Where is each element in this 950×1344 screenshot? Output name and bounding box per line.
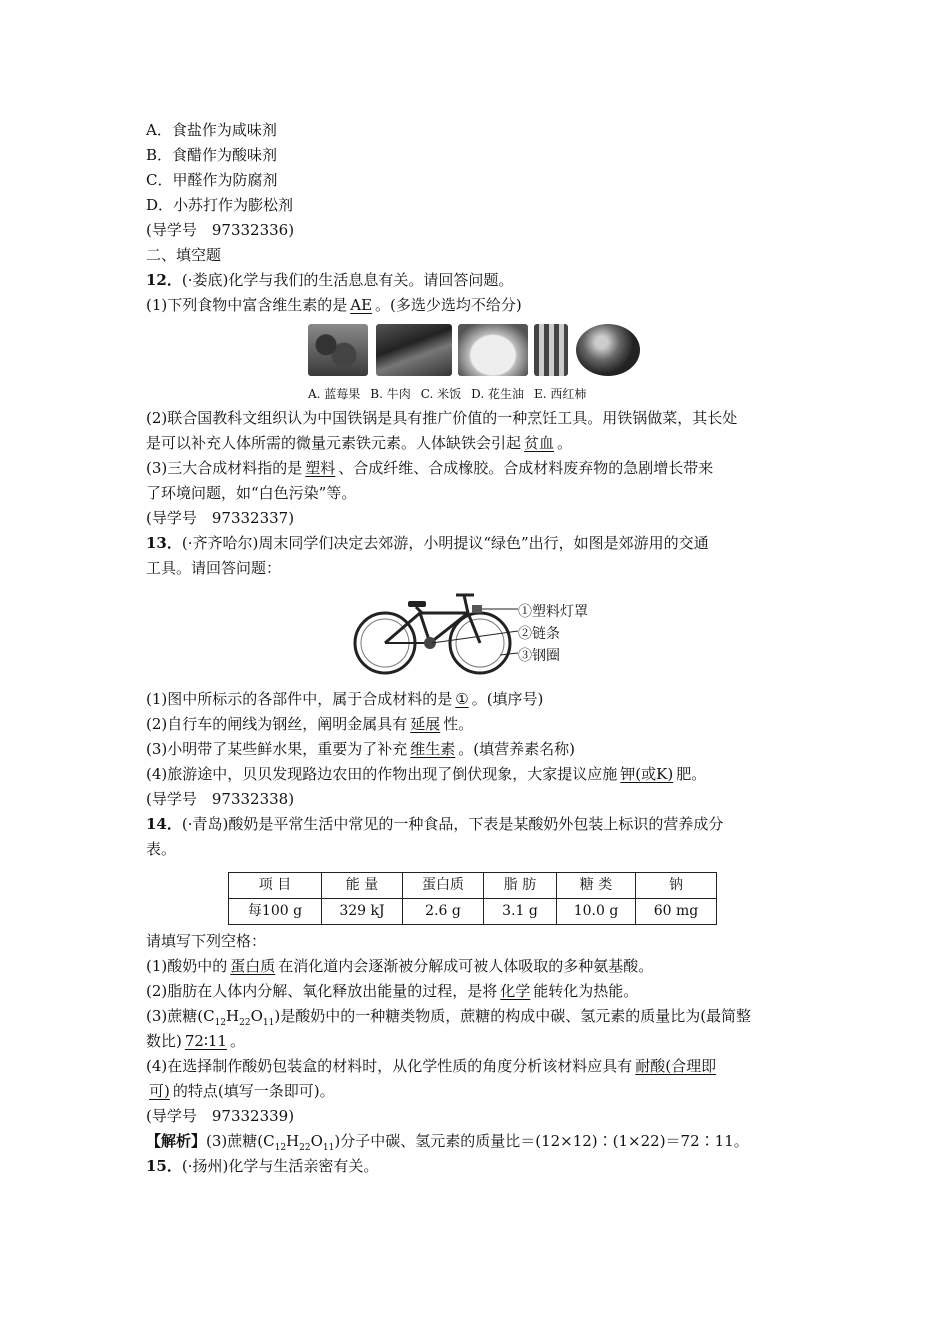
option-b: B．食醋作为酸味剂 <box>146 146 278 164</box>
question-12-part-3: (3)三大合成材料指的是 塑料 、合成纤维、合成橡胶。合成材料废弃物的急剧增长带来 <box>146 459 714 477</box>
answer-blank: 耐酸(合理即 <box>635 1057 717 1075</box>
rice-image <box>458 324 528 376</box>
guide-number: (导学号 97332337) <box>146 509 295 527</box>
question-13-part-2: (2)自行车的闸线为钢丝，阐明金属具有 延展 性。 <box>146 715 474 733</box>
question-14-part-3: (3)蔗糖$(C_{12}H_{22}O_{11})$是酸奶中的一种糖类物质，蔗糖的构成中碳、氢元素的质量比为(最简整 <box>146 1007 752 1028</box>
table-header-row: 项 目 能 量 蛋白质 脂 肪 糖 类 钠 <box>229 873 717 899</box>
tomato-image <box>576 324 640 376</box>
question-14-part-4-cont: 可) 的特点(填写一条即可)。 <box>146 1079 826 1104</box>
answer-blank: 维生素 <box>410 740 456 758</box>
answer-blank: AE <box>350 296 373 314</box>
guide-number: (导学号 97332336) <box>146 221 295 239</box>
answer-blank: 可) <box>149 1082 170 1100</box>
answer-blank: 贫血 <box>524 434 555 452</box>
question-13-part-3: (3)小明带了某些鲜水果，重要为了补充 维生素 。(填营养素名称) <box>146 740 575 758</box>
question-14-prompt: 请填写下列空格： <box>146 932 267 950</box>
answer-blank: 钾(或K) <box>620 765 674 783</box>
nutrition-table <box>228 872 717 925</box>
option-a: A．食盐作为咸味剂 <box>146 121 277 139</box>
guide-number: (导学号 97332338) <box>146 790 295 808</box>
peanut-oil-image <box>534 324 568 376</box>
question-13-part-1: (1)图中所标示的各部件中，属于合成材料的是 ① 。(填序号) <box>146 690 544 708</box>
beef-image <box>376 324 452 376</box>
bicycle-figure <box>146 585 826 681</box>
answer-blank: 72∶11 <box>184 1032 227 1050</box>
option-d: D．小苏打作为膨松剂 <box>146 196 294 214</box>
bicycle-part-labels: ①塑料灯罩 ②链条 ③钢圈 <box>518 604 588 664</box>
question-13-part-4: (4)旅游途中，贝贝发现路边农田的作物出现了倒伏现象，大家提议应施 钾(或K) 肥。 <box>146 765 707 783</box>
question-14-stem-cont: 表。 <box>146 840 177 858</box>
question-14-part-2: (2)脂肪在人体内分解、氧化释放出能量的过程，是将 化学 能转化为热能。 <box>146 982 639 1000</box>
answer-blank: 延展 <box>410 715 441 733</box>
answer-blank: 蛋白质 <box>230 957 276 975</box>
food-labels: A. 蓝莓果 B. 牛肉 C. 米饭 D. 花生油 E. 西红柿 <box>308 387 587 401</box>
question-13-stem: 13．(·齐齐哈尔)周末同学们决定去郊游，小明提议“绿色”出行，如图是郊游用的交通 <box>146 534 709 552</box>
question-15-stem: 15．(·扬州)化学与生活亲密有关。 <box>146 1157 379 1175</box>
guide-number: (导学号 97332339) <box>146 1107 295 1125</box>
question-14-part-1: (1)酸奶中的 蛋白质 在消化道内会逐渐被分解成可被人体吸取的多种氨基酸。 <box>146 957 654 975</box>
question-14-part-3-cont: 数比) 72∶11 。 <box>146 1032 245 1050</box>
table-row: 每100 g 329 kJ 2.6 g 3.1 g 10.0 g 60 mg <box>229 899 717 925</box>
answer-blank: 化学 <box>500 982 531 1000</box>
blueberry-image <box>308 324 368 376</box>
question-12-part-2: (2)联合国教科文组织认为中国铁锅是具有推广价值的一种烹饪工具。用铁锅做菜，其长处 <box>146 409 738 427</box>
analysis: 【解析】(3)蔗糖$(C_{12}H_{22}O_{11})$分子中碳、氢元素的质量比＝(12×12)∶(1×22)＝72∶11。 <box>146 1132 749 1153</box>
option-c: C．甲醛作为防腐剂 <box>146 171 278 189</box>
question-12-part-1: (1)下列食物中富含维生素的是 AE 。(多选少选均不给分) <box>146 296 522 314</box>
section-title: 二、填空题 <box>146 246 222 264</box>
answer-blank: 塑料 <box>305 459 336 477</box>
bicycle-icon <box>350 585 520 677</box>
food-figure <box>146 318 826 406</box>
answer-blank: ① <box>455 690 469 708</box>
question-12-stem: 12．(·娄底)化学与我们的生活息息有关。请回答问题。 <box>146 271 514 289</box>
document-page <box>146 118 826 1179</box>
question-14-part-4: (4)在选择制作酸奶包装盒的材料时，从化学性质的角度分析该材料应具有 耐酸(合理即 <box>146 1054 826 1079</box>
question-12-part-3-cont: 了环境问题，如“白色污染”等。 <box>146 484 357 502</box>
question-13-stem-cont: 工具。请回答问题： <box>146 559 282 577</box>
question-14-stem: 14．(·青岛)酸奶是平常生活中常见的一种食品，下表是某酸奶外包装上标识的营养成分 <box>146 815 724 833</box>
question-12-part-2-cont: 是可以补充人体所需的微量元素铁元素。人体缺铁会引起 贫血 。 <box>146 434 573 452</box>
